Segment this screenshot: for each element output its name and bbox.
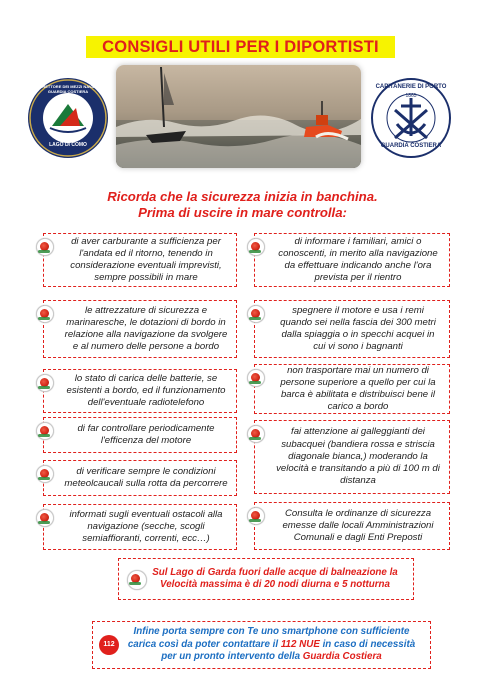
page-title: CONSIGLI UTILI PER I DIPORTISTI xyxy=(86,36,395,58)
emergency-112-icon: 112 xyxy=(99,635,119,655)
tip-text: informati sugli eventuali ostacoli alla navigazione (secche, scogli semiaffioranti, correnti, ecc…) xyxy=(69,508,223,545)
coast-guard-highlight: Guardia Costiera xyxy=(302,651,382,663)
tip-card xyxy=(43,369,237,413)
photo-svg xyxy=(116,65,361,168)
logo-right-top: CAPITANERIE DI PORTO xyxy=(375,84,447,90)
lifebuoy-icon xyxy=(36,422,54,440)
tip-text: spegnere il motore e usa i remi quando sei nella fascia dei 300 metri dalla spiaggia o in specchi acquei in cui vi sono i bagnanti xyxy=(280,304,436,353)
phone-number-highlight: 112 NUE xyxy=(280,638,320,650)
tip-text: di verificare sempre le condizioni meteolcaucali sulla rotta da percorrere xyxy=(64,465,228,489)
tip-card xyxy=(254,420,450,494)
tip-card xyxy=(254,300,450,358)
lifebuoy-icon xyxy=(247,369,265,387)
lifebuoy-icon xyxy=(247,507,265,525)
logo-right-bottom: GUARDIA COSTIERA xyxy=(380,143,442,149)
lifebuoy-icon xyxy=(36,465,54,483)
tip-text: di aver carburante a sufficienza per l'andata ed il ritorno, tenendo in considerazione eventuali imprevisti, sempre possibili in mare xyxy=(70,235,222,284)
tip-text: lo stato di carica delle batterie, se esistenti a bordo, ed il funzionamento dell'eventuale radiotelefono xyxy=(66,372,226,409)
tip-card xyxy=(254,364,450,414)
tip-text: le attrezzature di sicurezza e marinaresche, le dotazioni di bordo in relazione alla navigazione da svolgere e al numero delle persone a bordo xyxy=(64,304,228,353)
lifebuoy-icon xyxy=(36,509,54,527)
lifebuoy-icon xyxy=(36,238,54,256)
lifebuoy-icon xyxy=(247,305,265,323)
speed-limit-text: Sul Lago di Garda fuori dalle acque di balneazione la Velocità massima è di 20 nodi diurna e 5 notturna xyxy=(152,566,398,590)
sea-rescue-photo xyxy=(116,65,361,168)
capitanerie-di-porto-logo xyxy=(371,78,451,158)
phone-text-middle: in caso di necessità per un pronto intervento della xyxy=(161,638,416,663)
tip-card xyxy=(43,460,237,496)
tip-card xyxy=(254,233,450,287)
tip-card xyxy=(43,233,237,287)
emergency-phone-notice xyxy=(92,621,431,669)
phone-text-before: Infine porta sempre con Te uno smartphone con sufficiente carica così da poter contattare il xyxy=(127,626,410,650)
tip-text: non trasportare mai un numero di persone superiore a quello per cui la barca è abilitata e distribuisci bene il carico a bordo xyxy=(280,364,436,413)
subtitle-line-2: Prima di uscire in mare controlla: xyxy=(138,205,347,220)
tip-text: di far controllare periodicamente l'efficenza del motore xyxy=(77,422,215,446)
tip-card xyxy=(43,417,237,453)
subtitle-line-1: Ricorda che la sicurezza inizia in banchina. xyxy=(107,189,378,204)
guardia-costiera-lake-logo xyxy=(28,78,108,158)
tip-text: fai attenzione ai galleggianti dei subacquei (bandiera rossa e striscia diagonale bianca,) moderando la velocità e transitando a più di 100 m di distanza xyxy=(276,426,440,487)
logo-left-label: LAGO DI COMO xyxy=(49,142,87,148)
tip-card xyxy=(254,502,450,550)
tip-text: Consulta le ordinanze di sicurezza emesse dalle locali Amministrazioni Comunali e dagli Enti Preposti xyxy=(282,507,434,544)
lifebuoy-icon xyxy=(247,238,265,256)
logo-right-year: 1865 xyxy=(405,93,417,99)
lifebuoy-icon xyxy=(36,374,54,392)
subtitle xyxy=(90,189,395,221)
tip-card xyxy=(43,504,237,550)
lifebuoy-icon xyxy=(247,425,265,443)
tip-text: di informare i familiari, amici o conoscenti, in merito alla navigazione da effettuare indicando anche l'ora prevista per il rientro xyxy=(278,235,438,284)
lifebuoy-icon xyxy=(36,305,54,323)
emergency-phone-text xyxy=(121,626,422,664)
logo-left-ring: DIRETTORE DEI MEZZI NAVALI GUARDIA COSTIERA xyxy=(38,84,98,94)
lifebuoy-icon xyxy=(127,570,147,590)
speed-limit-notice xyxy=(118,558,414,600)
tip-card xyxy=(43,300,237,358)
